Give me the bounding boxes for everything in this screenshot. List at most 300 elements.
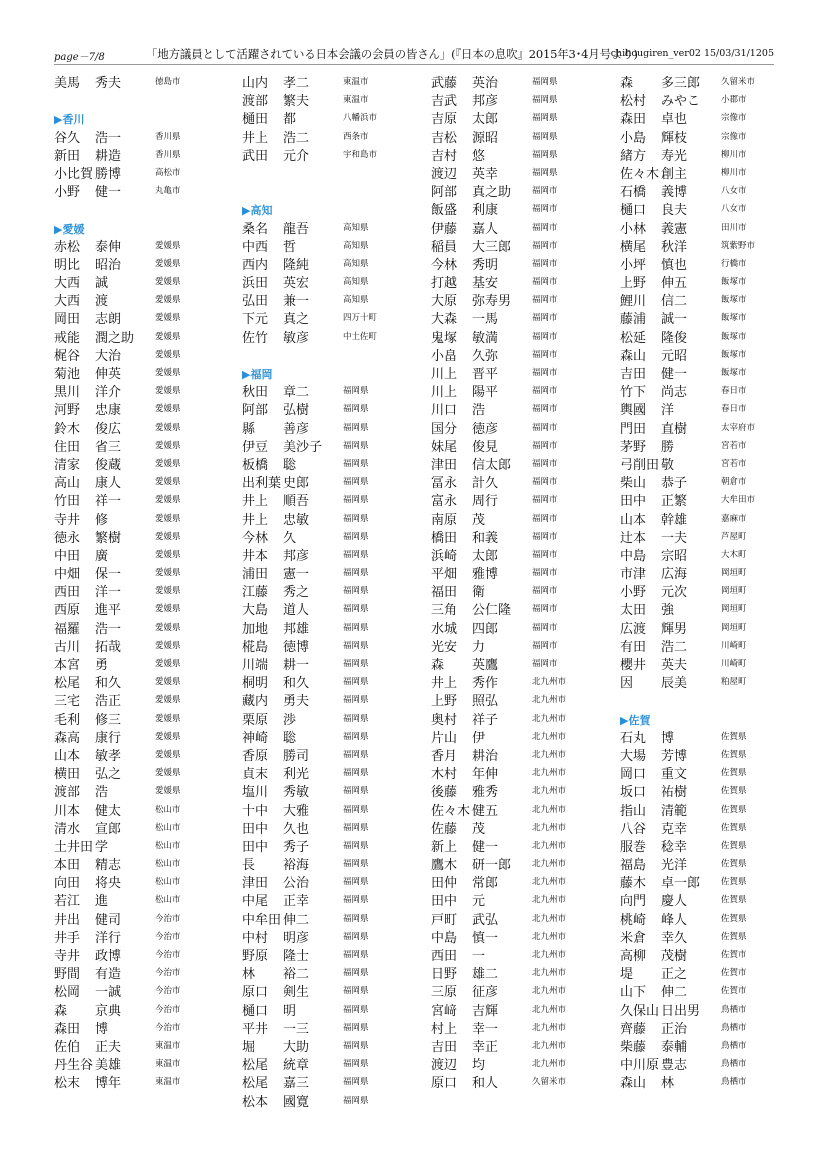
member-row (620, 253, 810, 271)
member-surname: 井上 (431, 676, 458, 692)
member-row (431, 307, 621, 328)
member-given-name: 明 (283, 1003, 297, 1019)
member-given-name: 伊 (472, 730, 486, 746)
member-surname: 阿部 (431, 185, 458, 201)
member-locality: 行橋市 (721, 258, 747, 269)
member-locality: 北九州市 (532, 895, 567, 906)
member-locality: 福岡県 (343, 859, 369, 870)
member-given-name: 裕二 (283, 967, 310, 983)
member-given-name: 照弘 (472, 694, 499, 710)
member-row (54, 271, 244, 292)
member-locality: 福岡県 (532, 149, 558, 160)
member-given-name: 伸二 (283, 912, 310, 928)
member-given-name: 渉 (283, 712, 297, 728)
member-given-name: 健一 (661, 367, 688, 382)
member-surname: 富永 (431, 494, 458, 510)
member-surname: 樋田 (242, 112, 269, 128)
member-locality: 八女市 (721, 204, 747, 215)
member-row (54, 180, 244, 201)
member-surname: 小畠 (431, 348, 458, 364)
member-given-name: 健太 (95, 803, 122, 819)
member-given-name: 寿光 (661, 148, 688, 164)
member-given-name: 繁樹 (95, 530, 122, 546)
member-row (54, 162, 244, 180)
member-given-name: 源昭 (472, 130, 499, 146)
member-row (242, 562, 432, 583)
member-row (242, 271, 432, 292)
member-given-name: 拓哉 (95, 639, 122, 655)
member-locality: 高松市 (155, 167, 181, 178)
header-divider (54, 64, 774, 65)
member-surname: 松尾 (242, 1058, 269, 1074)
member-locality: 福岡県 (343, 549, 369, 560)
member-locality: 愛媛県 (155, 258, 181, 269)
member-given-name: 秀敏 (283, 785, 310, 801)
member-surname: 浜田 (242, 276, 269, 292)
member-given-name: 史郎 (283, 476, 310, 492)
member-surname: 丹生谷 (54, 1058, 94, 1074)
member-row (620, 144, 810, 162)
member-locality: 今治市 (155, 913, 181, 924)
member-locality: 飯塚市 (721, 277, 747, 288)
member-surname: 徳永 (54, 530, 81, 546)
member-given-name: 年伸 (472, 767, 499, 783)
member-locality: 福岡県 (343, 931, 369, 942)
member-locality: 東温市 (155, 1040, 181, 1051)
member-locality: 北九州市 (532, 1040, 567, 1051)
member-given-name: 卓也 (661, 112, 688, 128)
member-given-name: 邦彦 (472, 94, 499, 110)
member-locality: 大牟田市 (721, 495, 756, 506)
member-given-name: 宗昭 (661, 548, 688, 564)
member-row (242, 726, 432, 744)
member-surname: 山本 (54, 748, 81, 764)
member-surname: 上野 (431, 694, 458, 710)
member-given-name: 雅博 (472, 567, 499, 583)
member-given-name: 誠 (95, 276, 109, 292)
member-given-name: 祐樹 (661, 785, 688, 801)
member-row (54, 144, 244, 162)
member-locality: 愛媛県 (155, 640, 181, 651)
member-row (54, 817, 244, 835)
member-locality: 北九州市 (532, 695, 567, 706)
member-surname: 中田 (54, 548, 81, 564)
member-locality: 高知県 (343, 295, 369, 306)
member-given-name: 進 (95, 894, 109, 910)
member-row (431, 89, 621, 110)
member-given-name: 克幸 (661, 821, 688, 837)
member-locality: 福岡県 (343, 568, 369, 579)
member-given-name: 悠 (472, 148, 486, 164)
member-surname: 長 (242, 858, 256, 874)
member-locality: 福岡市 (532, 277, 558, 288)
member-surname: 古川 (54, 639, 81, 655)
member-surname: 石橋 (620, 185, 647, 201)
member-locality: 福岡県 (343, 422, 369, 433)
member-surname: 広渡 (620, 621, 647, 637)
member-locality: 佐賀市 (721, 950, 747, 960)
member-given-name: 浩 (472, 403, 486, 419)
member-surname: 武藤 (431, 76, 458, 91)
member-row (620, 398, 810, 419)
member-given-name: 利康 (472, 203, 499, 219)
member-locality: 北九州市 (532, 822, 567, 833)
member-row (242, 508, 432, 526)
member-row (54, 380, 244, 401)
member-surname: 柴藤 (620, 1039, 647, 1055)
member-row (620, 362, 810, 380)
member-row (242, 1035, 432, 1053)
spacer-row (242, 180, 432, 198)
member-row (620, 471, 810, 492)
member-row (242, 835, 432, 853)
member-given-name: 正繁 (661, 494, 688, 510)
member-surname: 片山 (431, 730, 458, 746)
page-title: 「地方議員として活躍されている日本会議の会員の皆さん」(『日本の息吹』2015年3･4月号より) (146, 47, 638, 61)
member-given-name: 龍吾 (283, 221, 310, 237)
member-surname: 堀 (242, 1039, 256, 1055)
member-locality: 今治市 (155, 1022, 181, 1033)
member-surname: 若江 (54, 894, 81, 910)
member-locality: 八幡浜市 (343, 113, 378, 124)
member-surname: 渡辺 (431, 1058, 458, 1074)
member-given-name: 秋洋 (661, 239, 688, 255)
member-row (431, 708, 621, 726)
member-given-name: 公治 (283, 876, 310, 892)
member-row (54, 489, 244, 510)
member-surname: 福島 (620, 858, 647, 874)
member-row (620, 653, 810, 671)
member-locality: 福岡市 (532, 531, 558, 542)
member-surname: 光安 (431, 639, 458, 655)
member-row (54, 71, 244, 89)
member-surname: 南原 (431, 512, 458, 528)
member-surname: 板橋 (242, 457, 269, 473)
member-locality: 丸亀市 (155, 186, 181, 197)
member-given-name: 省三 (95, 439, 122, 455)
member-surname: 有田 (620, 639, 647, 655)
member-row (620, 198, 810, 219)
member-row (431, 162, 621, 180)
member-given-name: 創主 (661, 166, 688, 182)
member-locality: 福岡県 (532, 95, 558, 106)
member-surname: 明比 (54, 257, 81, 273)
member-locality: 福岡県 (343, 495, 369, 506)
member-surname: 森 (54, 1003, 68, 1019)
member-given-name: 弥寿男 (472, 294, 512, 310)
member-given-name: 修 (95, 512, 109, 528)
member-row (54, 762, 244, 783)
member-given-name: 浩正 (95, 694, 122, 710)
member-locality: 佐賀県 (721, 931, 747, 942)
member-given-name: 英鷹 (472, 658, 499, 673)
member-surname: 菊池 (54, 367, 81, 382)
member-given-name: 輝男 (661, 621, 688, 637)
member-row (431, 107, 621, 128)
member-given-name: 聡 (283, 730, 297, 746)
member-surname: 伊豆 (242, 439, 269, 455)
member-surname: 林 (242, 967, 256, 983)
member-locality: 北九州市 (532, 731, 567, 742)
member-locality: 佐賀県 (721, 822, 747, 833)
member-locality: 中土佐町 (343, 331, 378, 342)
member-given-name: 政博 (95, 949, 122, 964)
member-row (54, 853, 244, 874)
member-locality: 愛媛県 (155, 349, 181, 360)
member-locality: 愛媛県 (155, 458, 181, 469)
member-surname: 三宅 (54, 694, 81, 710)
member-locality: 福岡県 (343, 913, 369, 924)
member-given-name: 耕治 (472, 748, 499, 764)
member-row (620, 744, 810, 762)
member-locality: 宮若市 (721, 458, 747, 469)
member-given-name: 将央 (95, 876, 122, 892)
member-surname: 中畑 (54, 567, 81, 583)
member-row (54, 235, 244, 253)
member-locality: 福岡市 (532, 240, 558, 251)
member-row (431, 435, 621, 453)
member-locality: 福岡市 (532, 513, 558, 524)
member-given-name: 学 (95, 839, 109, 855)
member-surname: 石丸 (620, 730, 647, 746)
member-row (54, 889, 244, 910)
member-given-name: 俊蔵 (95, 457, 122, 473)
member-locality: 香川県 (155, 131, 181, 142)
member-given-name: 利光 (283, 767, 310, 783)
member-row (620, 962, 810, 983)
member-surname: 井本 (242, 548, 269, 564)
member-row (620, 617, 810, 635)
member-given-name: 幸正 (472, 1039, 499, 1055)
member-surname: 桐明 (242, 676, 269, 692)
member-row (242, 744, 432, 762)
member-surname: 冨永 (431, 476, 458, 492)
member-locality: 今治市 (155, 968, 181, 979)
member-surname: 奥村 (431, 712, 458, 728)
member-surname: 横尾 (620, 239, 647, 255)
member-surname: 齊藤 (620, 1021, 647, 1037)
member-locality: 福岡市 (532, 313, 558, 324)
member-locality: 今治市 (155, 1004, 181, 1015)
member-row (242, 889, 432, 910)
member-locality: 福岡県 (343, 440, 369, 451)
member-locality: 福岡県 (532, 113, 558, 124)
member-surname: 向門 (620, 894, 647, 910)
member-locality: 愛媛県 (155, 495, 181, 506)
member-locality: 福岡県 (343, 1059, 369, 1070)
member-row (242, 326, 432, 344)
member-locality: 北九州市 (532, 1022, 567, 1033)
member-row (54, 1071, 244, 1092)
member-surname: 貞末 (242, 767, 269, 783)
member-surname: 黒川 (54, 385, 81, 401)
member-surname: 吉武 (431, 94, 458, 110)
member-row (431, 671, 621, 692)
member-surname: 栗原 (242, 712, 269, 728)
member-given-name: 志朗 (95, 312, 122, 328)
member-given-name: 康人 (95, 476, 122, 492)
member-surname: 渡部 (54, 785, 81, 801)
member-given-name: 慶人 (661, 894, 688, 910)
member-locality: 福岡県 (343, 604, 369, 615)
member-surname: 竹田 (54, 494, 81, 510)
member-given-name: 祥子 (472, 712, 499, 728)
member-row (620, 635, 810, 653)
member-locality: 福岡市 (532, 458, 558, 469)
member-row (242, 1017, 432, 1035)
member-surname: 飯盛 (431, 203, 458, 219)
member-locality: 福岡県 (343, 458, 369, 469)
member-given-name: 章二 (283, 385, 310, 401)
member-surname: 向田 (54, 876, 81, 892)
member-locality: 福岡県 (343, 1040, 369, 1051)
member-surname: 辻本 (620, 530, 647, 546)
member-row (620, 726, 810, 744)
member-locality: 福岡県 (343, 1077, 369, 1088)
member-surname: 太田 (620, 603, 647, 619)
member-surname: 松本 (242, 1094, 269, 1110)
member-surname: 日野 (431, 967, 458, 983)
member-locality: 福岡市 (532, 422, 558, 433)
member-row (54, 453, 244, 471)
member-locality: 福岡県 (343, 986, 369, 997)
member-row (431, 762, 621, 783)
member-row (54, 908, 244, 926)
member-locality: 福岡県 (343, 840, 369, 851)
member-given-name: 公仁隆 (472, 603, 512, 619)
member-given-name: 都 (283, 112, 297, 128)
member-given-name: 周行 (472, 494, 499, 510)
member-locality: 筑紫野市 (721, 240, 756, 251)
member-surname: 高柳 (620, 949, 647, 964)
member-row (54, 617, 244, 635)
member-row (431, 562, 621, 583)
member-surname: 柴山 (620, 476, 647, 492)
member-row (620, 489, 810, 510)
member-locality: 愛媛県 (155, 622, 181, 633)
member-given-name: 芳博 (661, 748, 688, 764)
member-row (242, 1071, 432, 1092)
member-row (431, 635, 621, 653)
member-surname: 小野 (620, 585, 647, 601)
member-given-name: 伸二 (661, 985, 688, 1001)
member-given-name: 征彦 (472, 985, 499, 1001)
member-row (54, 544, 244, 562)
member-surname: 緒方 (620, 148, 647, 164)
member-row (54, 471, 244, 492)
version-label: chihougiren_ver02 15/03/31/1205 (610, 48, 774, 59)
member-row (620, 180, 810, 201)
section-heading (620, 708, 810, 726)
member-given-name: 日出男 (661, 1003, 701, 1019)
member-given-name: 林 (661, 1076, 675, 1092)
member-surname: 桃崎 (620, 912, 647, 928)
member-surname: 松村 (620, 94, 647, 110)
member-row (620, 162, 810, 180)
member-surname: 堤 (620, 967, 634, 983)
member-row (431, 289, 621, 310)
member-surname: 大森 (431, 312, 458, 328)
member-row (431, 471, 621, 492)
member-given-name: 耕一 (283, 658, 310, 673)
member-locality: 芦屋町 (721, 531, 747, 542)
member-locality: 高知県 (343, 277, 369, 288)
member-locality: 今治市 (155, 986, 181, 997)
member-row (620, 1071, 810, 1092)
member-surname: 中島 (431, 930, 458, 946)
member-locality: 愛媛県 (155, 477, 181, 488)
member-locality: 岡垣町 (721, 568, 747, 579)
member-row (242, 617, 432, 635)
member-given-name: 博 (661, 730, 675, 746)
member-given-name: 勝 (661, 439, 675, 455)
member-locality: 柳川市 (721, 149, 747, 160)
member-given-name: 善彦 (283, 421, 310, 437)
member-surname: 河野 (54, 403, 81, 419)
member-locality: 佐賀県 (721, 895, 747, 906)
member-locality: 佐賀県 (721, 768, 747, 779)
member-given-name: 大雅 (283, 803, 310, 819)
member-given-name: 晋平 (472, 367, 499, 382)
member-row (431, 180, 621, 201)
section-label: ▶愛媛 (54, 222, 85, 236)
member-row (242, 635, 432, 653)
member-given-name: 耕造 (95, 148, 122, 164)
member-locality: 北九州市 (532, 986, 567, 997)
member-given-name: 浩二 (661, 639, 688, 655)
member-row (54, 598, 244, 619)
member-locality: 愛媛県 (155, 749, 181, 760)
member-row (620, 89, 810, 110)
member-given-name: 廣 (95, 548, 109, 564)
member-locality: 北九州市 (532, 1059, 567, 1070)
member-given-name: 四郎 (472, 621, 499, 637)
member-row (620, 71, 810, 89)
member-surname: 藏内 (242, 694, 269, 710)
member-surname: 弓削田 (620, 457, 660, 473)
member-row (242, 980, 432, 1001)
member-given-name: 正之 (661, 967, 688, 983)
member-locality: 東温市 (155, 1059, 181, 1070)
member-locality: 愛媛県 (155, 313, 181, 324)
member-surname: 小島 (620, 130, 647, 146)
member-row (620, 1053, 810, 1074)
member-given-name: 信二 (661, 294, 688, 310)
member-given-name: 幸久 (661, 930, 688, 946)
member-surname: 大西 (54, 276, 81, 292)
member-row (620, 835, 810, 853)
member-surname: 中川原 (620, 1058, 660, 1074)
member-locality: 愛媛県 (155, 295, 181, 306)
member-row (242, 689, 432, 710)
section-heading (242, 362, 432, 380)
member-given-name: 幹雄 (661, 512, 688, 528)
member-surname: 今林 (431, 257, 458, 273)
member-given-name: 浩 (95, 785, 109, 801)
member-surname: 三原 (431, 985, 458, 1001)
member-surname: 吉松 (431, 130, 458, 146)
member-surname: 伊藤 (431, 221, 458, 237)
member-row (242, 944, 432, 962)
member-row (242, 1053, 432, 1074)
member-locality: 福岡県 (532, 131, 558, 142)
member-locality: 愛媛県 (155, 368, 181, 378)
member-row (431, 235, 621, 253)
member-given-name: 嘉三 (283, 1076, 310, 1092)
member-given-name: 宣郎 (95, 821, 122, 837)
member-locality: 福岡県 (343, 477, 369, 488)
member-given-name: 太郎 (472, 112, 499, 128)
